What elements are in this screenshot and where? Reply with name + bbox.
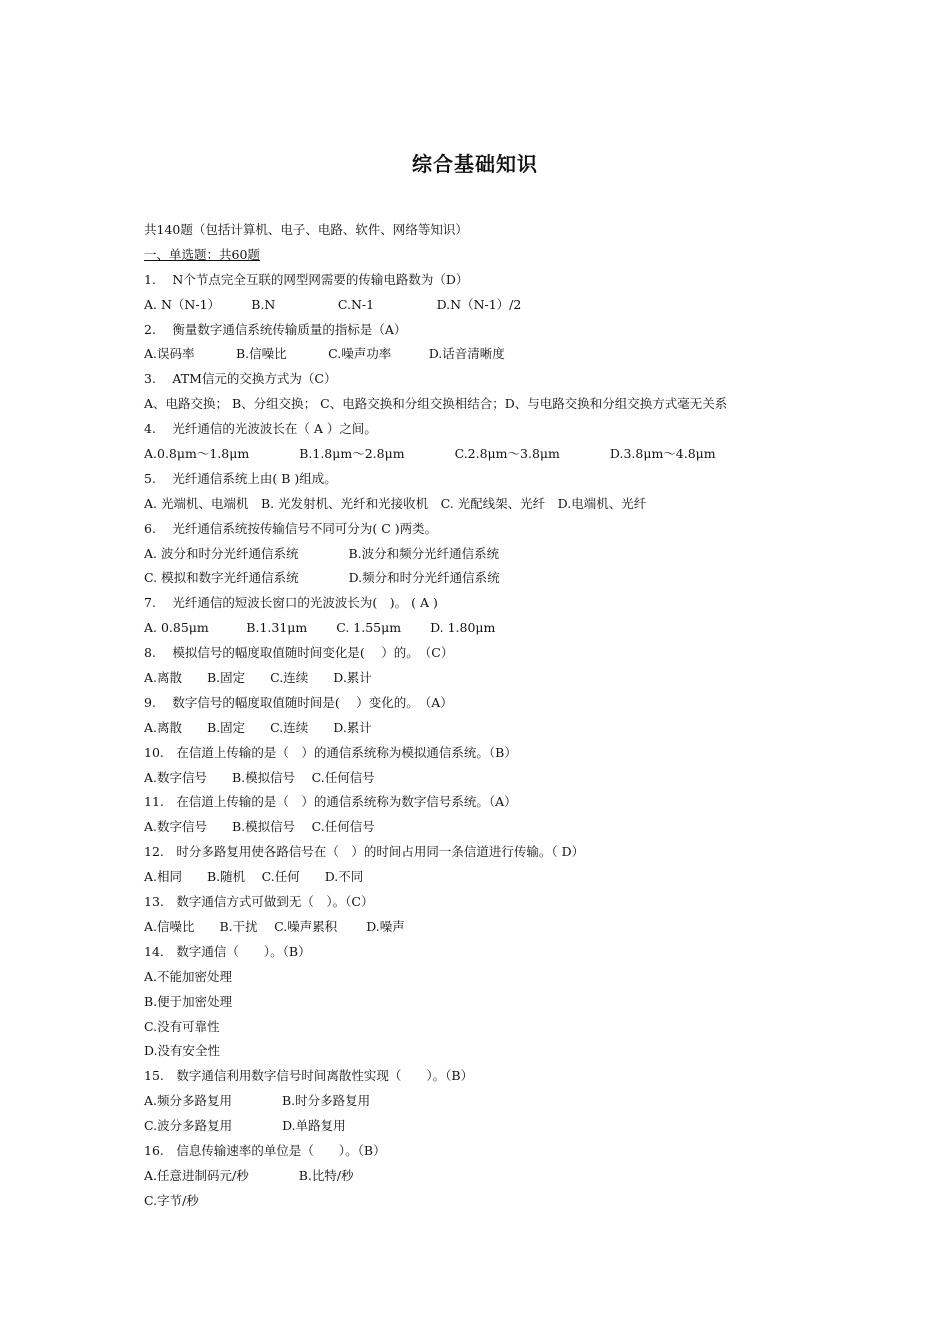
- text-line: 2. 衡量数字通信系统传输质量的指标是（A）: [144, 321, 407, 337]
- text-line: A.不能加密处理: [144, 968, 233, 984]
- text-line: 13. 数字通信方式可做到无（ ）。（C）: [144, 894, 374, 910]
- text-line: C.波分多路复用 D.单路复用: [144, 1118, 346, 1134]
- text-line: C.字节/秒: [144, 1192, 199, 1208]
- text-line: 10. 在信道上传输的是（ ）的通信系统称为模拟通信系统。（B）: [144, 744, 517, 760]
- text-line: A.误码率 B.信噪比 C.噪声功率 D.话音清晰度: [144, 346, 505, 362]
- text-line: 16. 信息传输速率的单位是（ ）。（B）: [144, 1142, 386, 1158]
- question-list: [144, 268, 824, 1214]
- text-line: D.没有安全性: [144, 1043, 221, 1059]
- text-line: 8. 模拟信号的幅度取值随时间变化是( ）的。 （C）: [144, 645, 454, 661]
- document-title: 综合基础知识: [412, 152, 538, 176]
- text-line: A. 光端机、电端机 B. 光发射机、光纤和光接收机 C. 光配线架、光纤 D.电端机、光纤: [144, 495, 647, 511]
- text-line: C.没有可靠性: [144, 1018, 220, 1034]
- text-line: A.0.8μm～1.8μm B.1.8μm～2.8μm C.2.8μm～3.8μm D.3.8μm～4.8μm: [144, 446, 716, 462]
- text-line: A、电路交换； B、分组交换； C、电路交换和分组交换相结合；D、与电路交换和分组交换方式毫无关系: [144, 396, 728, 412]
- text-line: 11. 在信道上传输的是（ ）的通信系统称为数字信号系统。（A）: [144, 794, 517, 810]
- text-line: 9. 数字信号的幅度取值随时间是( ）变化的。 （A）: [144, 694, 453, 710]
- text-line: A.数字信号 B.模拟信号 C.任何信号: [144, 769, 375, 785]
- text-line: A.离散 B.固定 C.连续 D.累计: [144, 719, 372, 735]
- text-line: 12. 时分多路复用使各路信号在（ ）的时间占用同一条信道进行传输。（ D）: [144, 844, 585, 860]
- text-line: 6. 光纤通信系统按传输信号不同可分为( C )两类。: [144, 520, 438, 536]
- text-line: 3. ATM信元的交换方式为（C）: [144, 371, 337, 387]
- text-line: A.频分多路复用 B.时分多路复用: [144, 1093, 371, 1109]
- text-line: A.数字信号 B.模拟信号 C.任何信号: [144, 819, 375, 835]
- text-line: 1. N个节点完全互联的网型网需要的传输电路数为（D）: [144, 271, 469, 287]
- document-body: [144, 218, 824, 1214]
- text-line: A. N（N-1） B.N C.N-1 D.N（N-1）/2: [144, 296, 522, 312]
- text-line: 4. 光纤通信的光波波长在（ A ）之间。: [144, 421, 377, 437]
- text-line: A.相同 B.随机 C.任何 D.不同: [144, 869, 364, 885]
- text-line: 15. 数字通信利用数字信号时间离散性实现（ ）。（B）: [144, 1068, 474, 1084]
- text-line: A.离散 B.固定 C.连续 D.累计: [144, 670, 372, 686]
- text-line: A.任意进制码元/秒 B.比特/秒: [144, 1167, 354, 1183]
- text-line: 7. 光纤通信的短波长窗口的光波波长为( )。 ( A ): [144, 595, 438, 611]
- text-line: A.信噪比 B.干扰 C.噪声累积 D.噪声: [144, 918, 405, 934]
- text-line: B.便于加密处理: [144, 993, 233, 1009]
- section-heading: 一、单选题：共60题: [144, 246, 260, 262]
- text-line: 14. 数字通信（ ）。（B）: [144, 943, 311, 959]
- intro-line: 共140题（包括计算机、电子、电路、软件、网络等知识）: [144, 222, 468, 237]
- text-line: A. 波分和时分光纤通信系统 B.波分和频分光纤通信系统: [144, 545, 500, 561]
- text-line: 5. 光纤通信系统上由( B )组成。: [144, 470, 337, 486]
- text-line: C. 模拟和数字光纤通信系统 D.频分和时分光纤通信系统: [144, 570, 500, 586]
- text-line: A. 0.85μm B.1.31μm C. 1.55μm D. 1.80μm: [144, 620, 496, 636]
